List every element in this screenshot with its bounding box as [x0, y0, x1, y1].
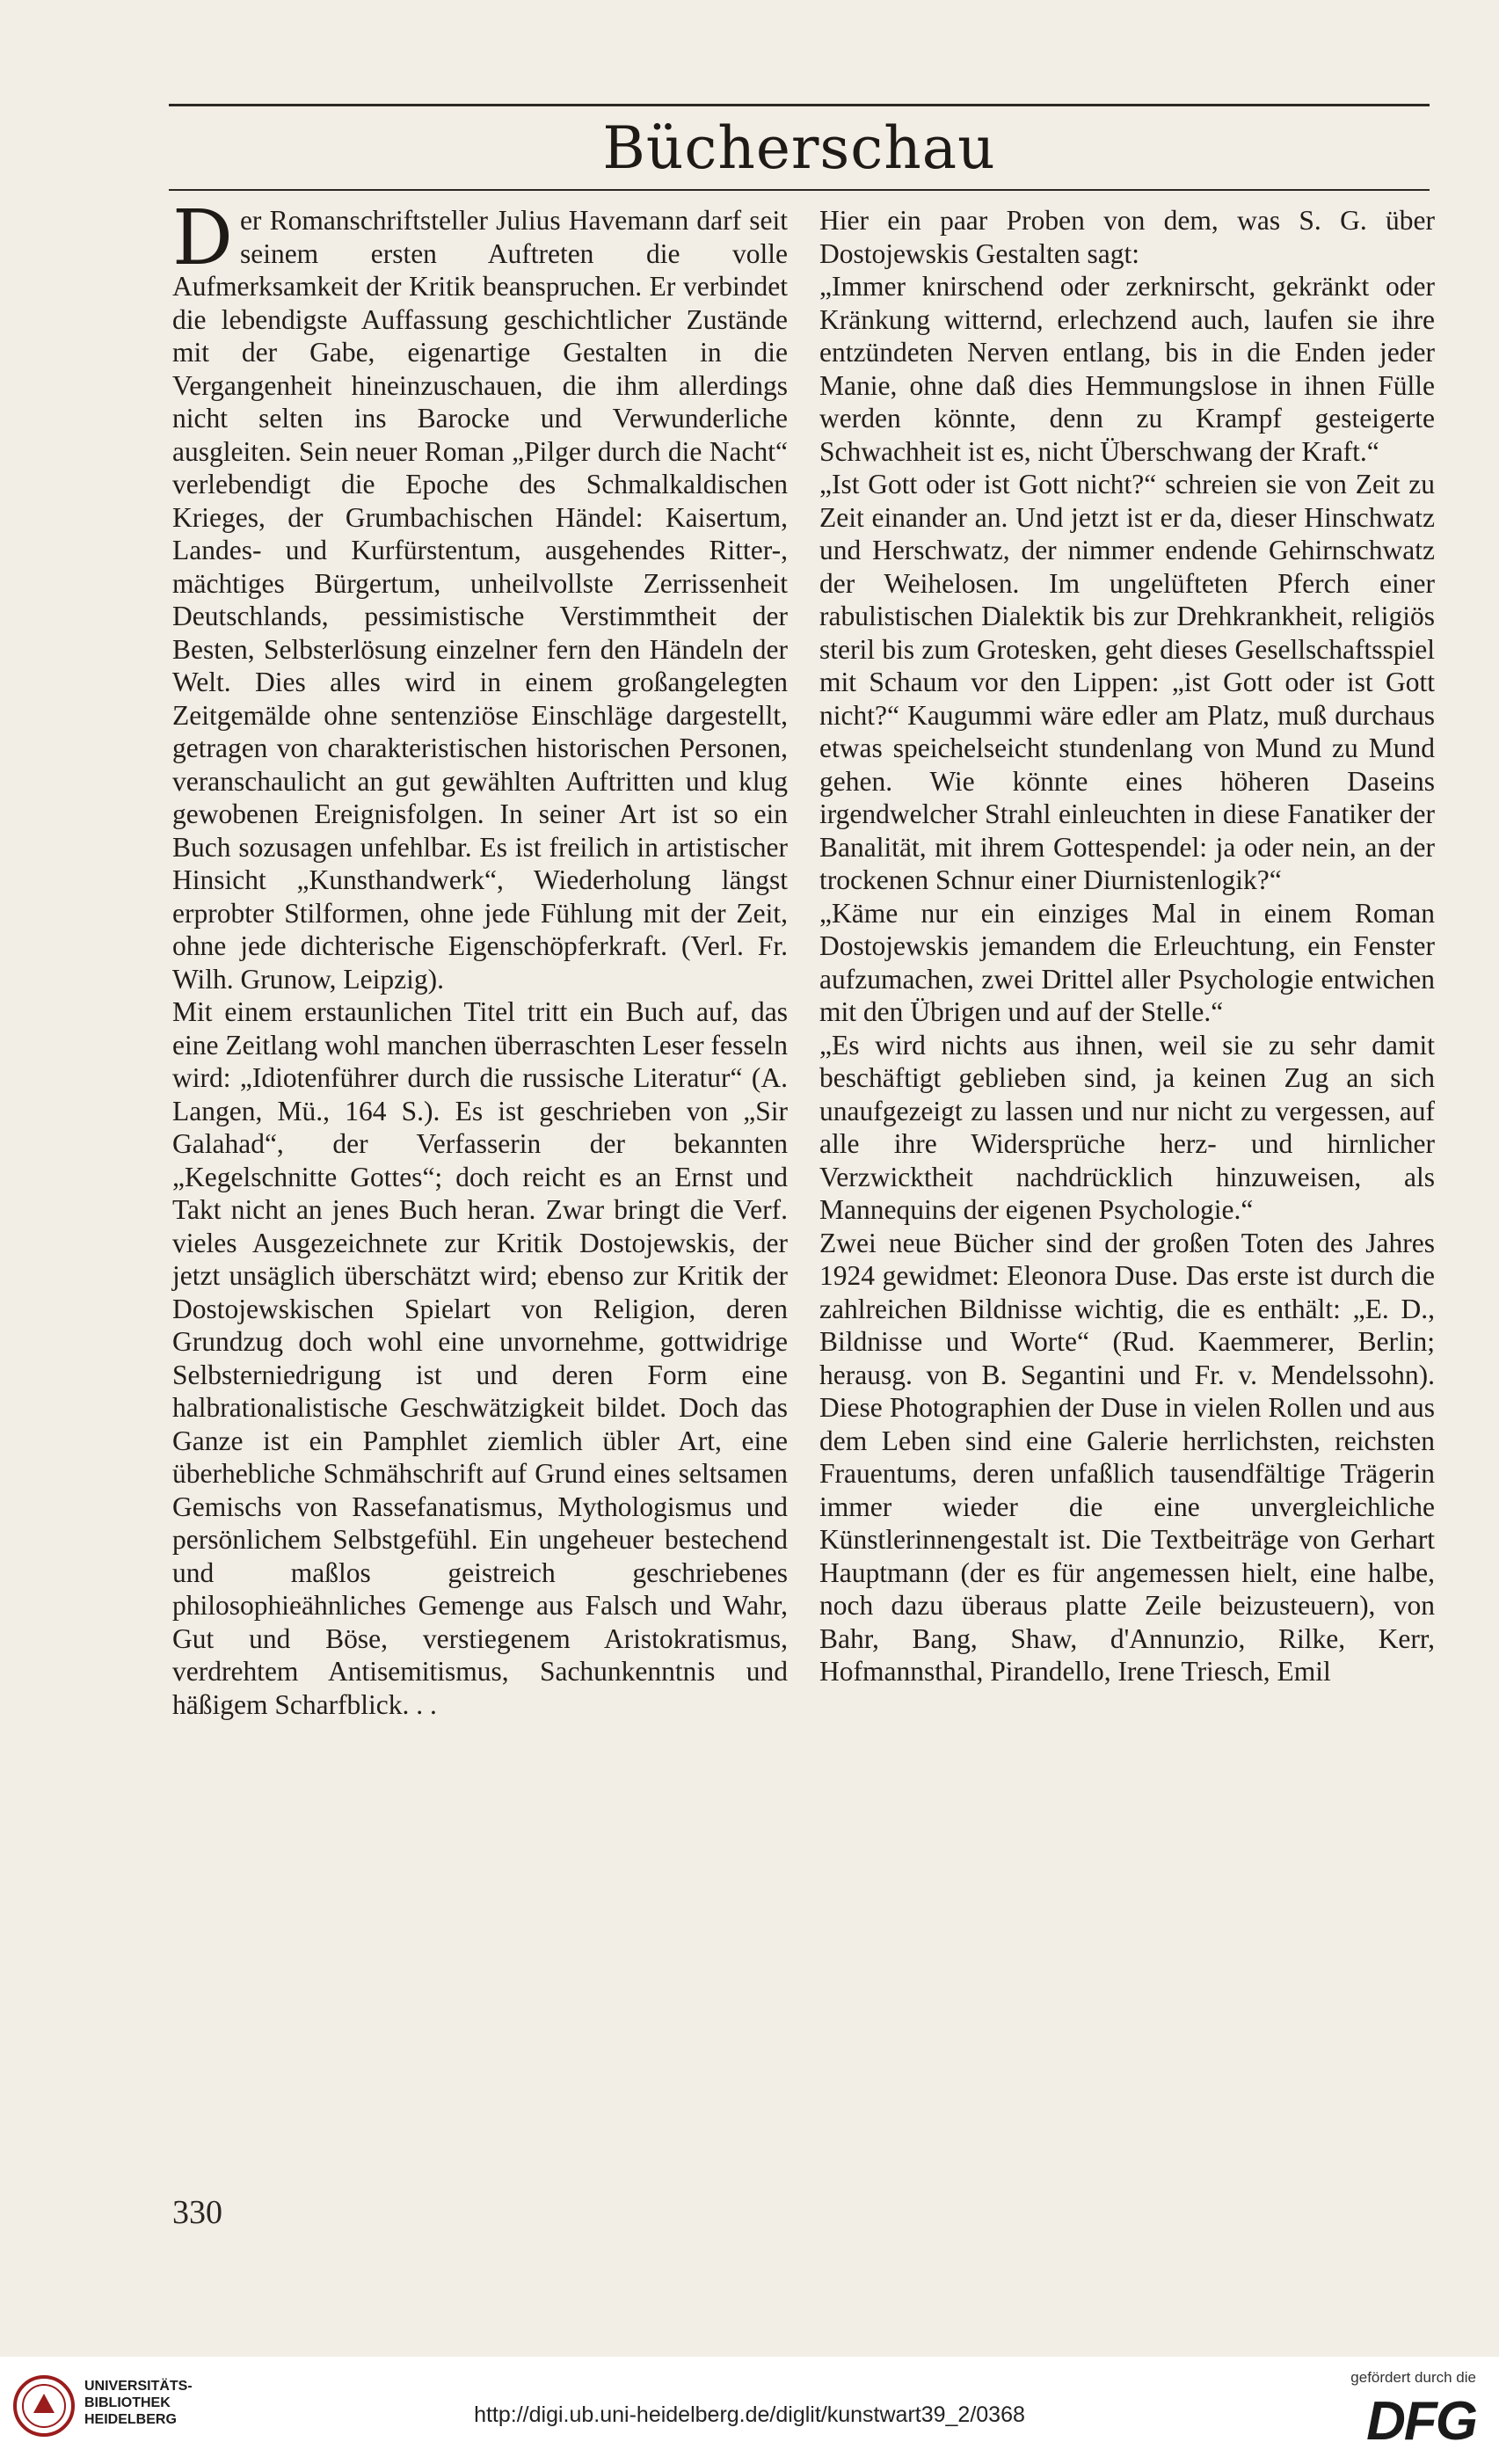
funding-note: gefördert durch die: [1350, 2369, 1476, 2386]
source-url-link[interactable]: http://digi.ub.uni-heidelberg.de/diglit/kunstwart39_2/0368: [474, 2402, 1025, 2427]
page-title: Bücherschau: [602, 114, 996, 182]
footer-bar: [0, 2357, 1499, 2464]
paragraph: „Ist Gott oder ist Gott nicht?“ schreien sie von Zeit zu Zeit einander an. Und jetzt ist er da, dieser Hinschwatz und Herschwatz, der nimmer endende Gehirnschwatz der Weihelosen. Im ungelüfteten Pferch einer rabulistischen Dialektik bis zur Drehkrankheit, religiös steril bis zum Grotesken, geht dieses Gesellschaftsspiel mit Schaum vor den Lippen: „ist Gott oder ist Gott nicht?“ Kaugummi wäre edler am Platz, muß durchaus etwas speichelseicht stundenlang von Mund zu Mund gehen. Wie könnte eines höheren Daseins irgendwelcher Strahl einleuchten in diese Fanatiker der Banalität, mit ihrem Gottespendel: ja oder nein, an der trockenen Schnur einer Diurnistenlogik?“: [819, 469, 1435, 895]
title-bottom-rule: [169, 189, 1430, 191]
paragraph-text: er Romanschriftsteller Julius Havemann darf seit seinem ersten Auftreten die volle Aufmerksamkeit der Kritik beanspruchen. Er verbindet die lebendigste Auffassung geschichtlicher Zustände mit der Gabe, eigenartige Gestalten in die Vergangenheit hineinzuschauen, die ihm allerdings nicht selten ins Barocke und Verwunderliche ausgleiten. Sein neuer Roman „Pilger durch die Nacht“ verlebendigt die Epoche des Schmalkaldischen Krieges, der Grumbachischen Händel: Kaisertum, Landes- und Kurfürstentum, ausgehendes Ritter-, mächtiges Bürgertum, unheilvollste Zerrissenheit Deutschlands, pessimistische Verstimmtheit der Besten, Selbsterlösung einzelner fern den Händeln der Welt. Dies alles wird in einem großangelegten Zeitgemälde ohne sentenziöse Einschläge dargestellt, getragen von charakteristischen historischen Personen, veranschaulicht an gut gewählten Auftritten und klug gewobenen Ereignisfolgen. In seiner Art ist so ein Buch sozusagen unfehlbar. Es ist freilich in artistischer Hinsicht „Kunsthandwerk“, Wiederholung längst erprobter Stilformen, ohne jede Fühlung mit der Zeit, ohne jede dichterische Eigenschöpferkraft. (Verl. Fr. Wilh. Grunow, Leipzig).: [172, 205, 788, 995]
paragraph: [172, 194, 788, 995]
left-column: [172, 194, 788, 1721]
drop-cap: D: [172, 194, 233, 282]
title-top-rule: [169, 104, 1430, 106]
paragraph: Zwei neue Bücher sind der großen Toten des Jahres 1924 gewidmet: Eleonora Duse. Das erste ist durch die zahlreichen Bildnisse wichtig, die es enthält: „E. D., Bildnisse und Worte“ (Rud. Kaemmerer, Berlin; herausg. von B. Segantini und Fr. v. Mendelssohn). Diese Photographien der Duse in vielen Rollen und aus dem Leben sind eine Galerie herrlichsten, reichsten Frauentums, deren unfaßlich tausendfältige Trägerin immer wieder die eine unvergleichliche Künstlerinnengestalt ist. Die Textbeiträge von Gerhart Hauptmann (der es für angemessen hielt, eine halbe, noch dazu überaus platte Zeile beizusteuern), von Bahr, Bang, Shaw, d'Annunzio, Rilke, Kerr, Hofmannsthal, Pirandello, Irene Triesch, Emil: [819, 1227, 1435, 1687]
right-column: [819, 204, 1435, 1688]
page-number: 330: [172, 2194, 222, 2231]
paragraph: „Käme nur ein einziges Mal in einem Roman Dostojewskis jemandem die Erleuchtung, ein Fenster aufzumachen, zwei Drittel aller Psychologie entwichen mit den Übrigen und auf der Stelle.“: [819, 897, 1435, 1027]
institution-name: UNIVERSITÄTS- BIBLIOTHEK HEIDELBERG: [84, 2379, 193, 2427]
paragraph: „Immer knirschend oder zerknirscht, gekränkt oder Kränkung witternd, erlechzend auch, laufen sie ihre entzündeten Nerven entlang, bis in die Enden jeder Manie, ohne daß dies Hemmungslose in ihnen Fülle werden könnte, denn zu Krampf gesteigerte Schwachheit ist es, nicht Überschwang der Kraft.“: [819, 271, 1435, 467]
paragraph: Mit einem erstaunlichen Titel tritt ein Buch auf, das eine Zeitlang wohl manchen überraschten Leser fesseln wird: „Idiotenführer durch die russische Literatur“ (A. Langen, Mü., 164 S.). Es ist geschrieben von „Sir Galahad“, der Verfasserin der bekannten „Kegelschnitte Gottes“; doch reicht es an Ernst und Takt nicht an jenes Buch heran. Zwar bringt die Verf. vieles Ausgezeichnete zur Kritik Dostojewskis, der jetzt unsäglich überschätzt wird; ebenso zur Kritik der Dostojewskischen Spielart von Religion, deren Grundzug doch wohl eine unvornehme, gottwidrige Selbsterniedrigung ist und deren Form eine halbrationalistische Geschwätzigkeit bildet. Doch das Ganze ist ein Pamphlet ziemlich übler Art, eine überhebliche Schmähschrift auf Grund eines seltsamen Gemischs von Rassefanatismus, Mythologismus und persönlichem Selbstgefühl. Ein ungeheuer bestechend und maßlos geistreich geschriebenes philosophieähnliches Gemenge aus Falsch und Wahr, Gut und Böse, verstiegenem Aristokratismus, verdrehtem Antisemitismus, Sachunkenntnis und häßigem Scharfblick. . .: [172, 996, 788, 1720]
paragraph: Hier ein paar Proben von dem, was S. G. über Dostojewskis Gestalten sagt:: [819, 205, 1435, 269]
dfg-logo: DFG: [1366, 2391, 1476, 2452]
paragraph: „Es wird nichts aus ihnen, weil sie zu sehr damit beschäftigt geblieben sind, ja keinen Zug an sich unaufgezeigt zu lassen und nur nicht zu vergessen, auf alle ihre Widersprüche herz- und hirnlicher Verzwicktheit nachdrücklich hinzuweisen, als Mannequins der eigenen Psychologie.“: [819, 1029, 1435, 1225]
